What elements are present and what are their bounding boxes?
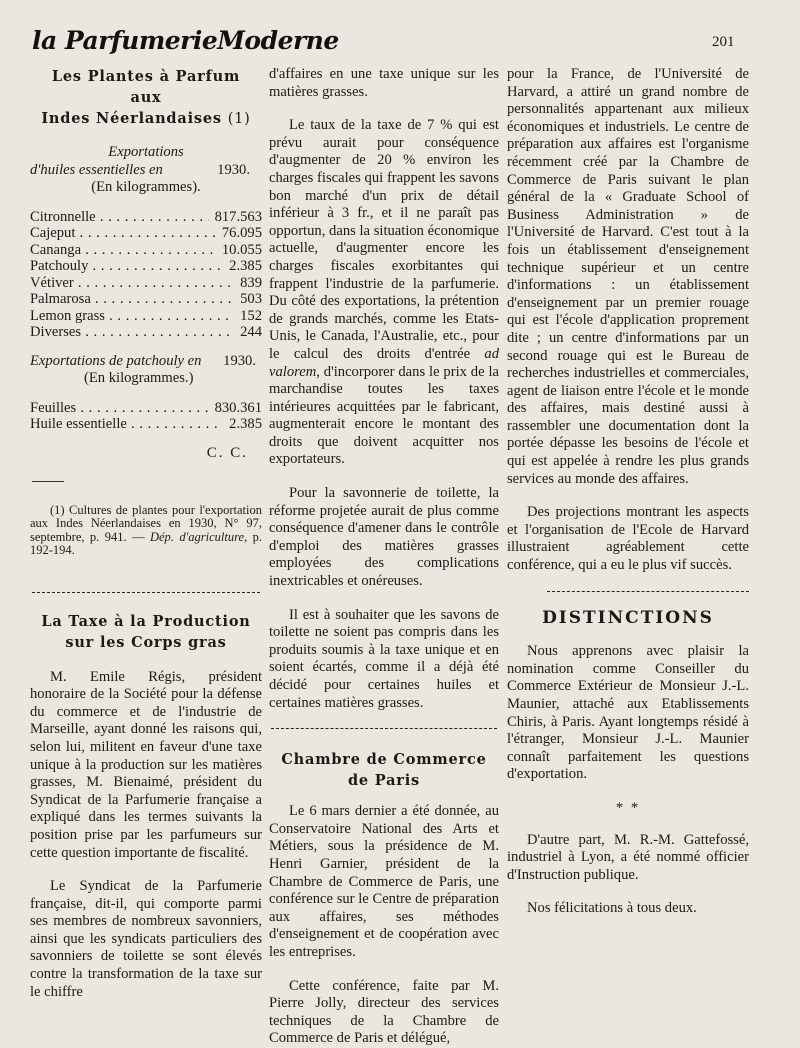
paragraph: Nous apprenons avec plaisir la nomination comme Conseiller du Commerce Extérieur de Monsieur J.-L. Maunier, attaché aux Etablissements Chiris, à Paris. Ayant longtemps résidé à l'étranger, Monsieur J.-L. Maunier connaît parfaitement les questions d'exportation. [507, 643, 749, 783]
row-value: 152 [234, 308, 262, 325]
footnote: (1) Cultures de plantes pour l'exportation aux Indes Néerlandaises en 1930, N° 97, septembre, p. 941. — Dép. d'agriculture, p. 192-194. [30, 502, 263, 558]
row-label: Palmarosa . . . [30, 291, 234, 308]
table-row [30, 275, 262, 292]
paragraph: pour la France, de l'Université de Harvard, a attiré un grand nombre de personnalités appartenant aux milieux économiques et industriels. Le centre de préparation aux affaires est l'organisme récemment créé par la Chambre de Commerce de Paris suivant le plan général de la « Graduate School of Business Administration » de l'Université de Harvard. C'est tout à la fois un établissement d'enseignement technique supérieur et un centre d'informations : un établissement d'enseignement par un premier rouage qui est l'école d'application proprement dite ; un centre d'informations par un second rouage qui est le Bureau de recherches industrielles et commerciales, agent de liaison entre l'école et le monde des affaires, mais destiné aussi à rassembler une documentation dont la portée dépasse les besoins de l'école et qui est appelée à rendre les plus grands services au monde des affaires. [507, 66, 749, 487]
signature: C. C. [206, 444, 248, 461]
article-title-chambre: Chambre de Commerce de Paris [281, 751, 487, 790]
row-value: 2.385 [223, 416, 262, 433]
row-value: 76.095 [216, 225, 262, 242]
paragraph: Nos félicitations à tous deux. [527, 900, 697, 917]
units-caption: (En kilogrammes). [91, 179, 201, 196]
star-separator: * * [615, 799, 641, 816]
table-row [30, 416, 262, 433]
row-value: 10.055 [216, 242, 262, 259]
table-row [30, 225, 262, 242]
table-row [30, 400, 262, 417]
paragraph: Cette conférence, faite par M. Pierre Jolly, directeur des services techniques de la Chambre de Commerce de Paris et délégué, [269, 977, 499, 1047]
exports-caption: Exportations [108, 144, 184, 160]
masthead-logo: la ParfumerieModerne [32, 26, 339, 55]
patchouly-units: (En kilogrammes.) [84, 370, 194, 387]
page-number: 201 [712, 34, 735, 50]
row-label: Feuilles . . . [30, 400, 209, 417]
paragraph: Pour la savonnerie de toilette, la réforme projetée aurait de plus comme conséquence d'amener dans le contrôle d'emploi des matières grasses employées des complications inextricables et onéreuses. [269, 485, 499, 590]
table-row [30, 258, 262, 275]
paragraph: Le Syndicat de la Parfumerie française, dit-il, qui comporte parmi ses membres de nombreux savonniers, ainsi que les syndicats particuliers des savonniers de toilette se sont élevés contre la transformation de la taxe sur le chiffre [30, 878, 262, 1000]
paragraph: Le 6 mars dernier a été donnée, au Conservatoire National des Arts et Métiers, sous la présidence de M. Henri Garnier, président de la Chambre de Commerce de Paris, une conférence sur le Centre de préparation aux affaires, ses méthodes d'enseignement et de coopération avec les entreprises. [269, 803, 499, 960]
column-right [507, 66, 749, 934]
paragraph: D'autre part, M. R.-M. Gattefossé, industriel à Lyon, a été nommé officier d'Instruction publique. [507, 831, 749, 883]
row-value: 817.563 [209, 209, 262, 226]
row-value: 830.361 [209, 400, 262, 417]
row-label: Cananga . . . [30, 242, 216, 259]
article-title-plantes: Les Plantes à Parfum aux Indes Néerlandaises (1) [41, 68, 251, 127]
paragraph: M. Emile Régis, président honoraire de la Société pour la défense du commerce et de l'industrie de Marseille, ayant donné les raisons qui, selon lui, militent en faveur d'une taxe unique à la production sur les matières grasses, M. Bienaimé, président du Syndicat de la Parfumerie française a expliqué dans les termes suivants la position prise par les parfumeurs sur cette question importante de fiscalité. [30, 668, 262, 861]
paragraph: Le taux de la taxe de 7 % qui est prévu aurait pour conséquence d'augmenter de 20 % environ les charges fiscales qui frappent les savons bon marché d'un prix de détail inférieur à 3 fr., et il ne paraît pas opportun, dans la situation économique actuelle, d'augmenter encore les charges fiscales exorbitantes qui frappent l'industrie de la parfumerie. Du côté des exportations, la prétention de grands marchés, comme les Etats-Unis, le Canada, l'Australie, etc., pour le calcul des droits d'entrée ad valorem, d'incorporer dans le prix de la marchandise toutes les taxes intérieures acquittées par le fabricant, augmenterait encore le montant des droits que doivent acquitter nos exportateurs. [269, 117, 499, 468]
row-label: Diverses . . . [30, 324, 234, 341]
row-label: Lemon grass . . . [30, 308, 234, 325]
row-label: Patchouly . . . [30, 258, 223, 275]
table-row [30, 209, 262, 226]
exports-caption-line2: d'huiles essentielles en 1930. [30, 161, 250, 178]
row-label: Vétiver . . . [30, 275, 234, 292]
row-value: 244 [234, 324, 262, 341]
patchouly-caption: Exportations de patchouly en 1930. [30, 352, 256, 369]
paragraph: Des projections montrant les aspects et l'organisation de l'Ecole de Harvard illustraient agréablement cette conférence, qui a eu le plus vif succès. [507, 504, 749, 574]
row-label: Huile essentielle . . . [30, 416, 223, 433]
row-value: 2.385 [223, 258, 262, 275]
article-title-taxe: La Taxe à la Production sur les Corps gras [41, 612, 251, 651]
table-row [30, 324, 262, 341]
section-divider [547, 591, 749, 592]
column-left [30, 66, 262, 1001]
column-middle [269, 66, 499, 1048]
row-value: 839 [234, 275, 262, 292]
paragraph: d'affaires en une taxe unique sur les matières grasses. [269, 66, 499, 100]
row-label: Cajeput . . . [30, 225, 216, 242]
footnote-rule [32, 481, 64, 482]
paragraph: Il est à souhaiter que les savons de toilette ne soient pas compris dans les produits soumis à la taxe unique et en soient écartés, comme il a déjà été décidé pour certaines huiles et certaines matières grasses. [269, 606, 499, 711]
table-row [30, 242, 262, 259]
distinctions-title: DISTINCTIONS [542, 607, 714, 628]
table-row [30, 308, 262, 325]
table-row [30, 291, 262, 308]
row-label: Citronnelle . . . [30, 209, 209, 226]
row-value: 503 [234, 291, 262, 308]
patchouly-table [30, 400, 262, 433]
exports-table [30, 209, 262, 341]
